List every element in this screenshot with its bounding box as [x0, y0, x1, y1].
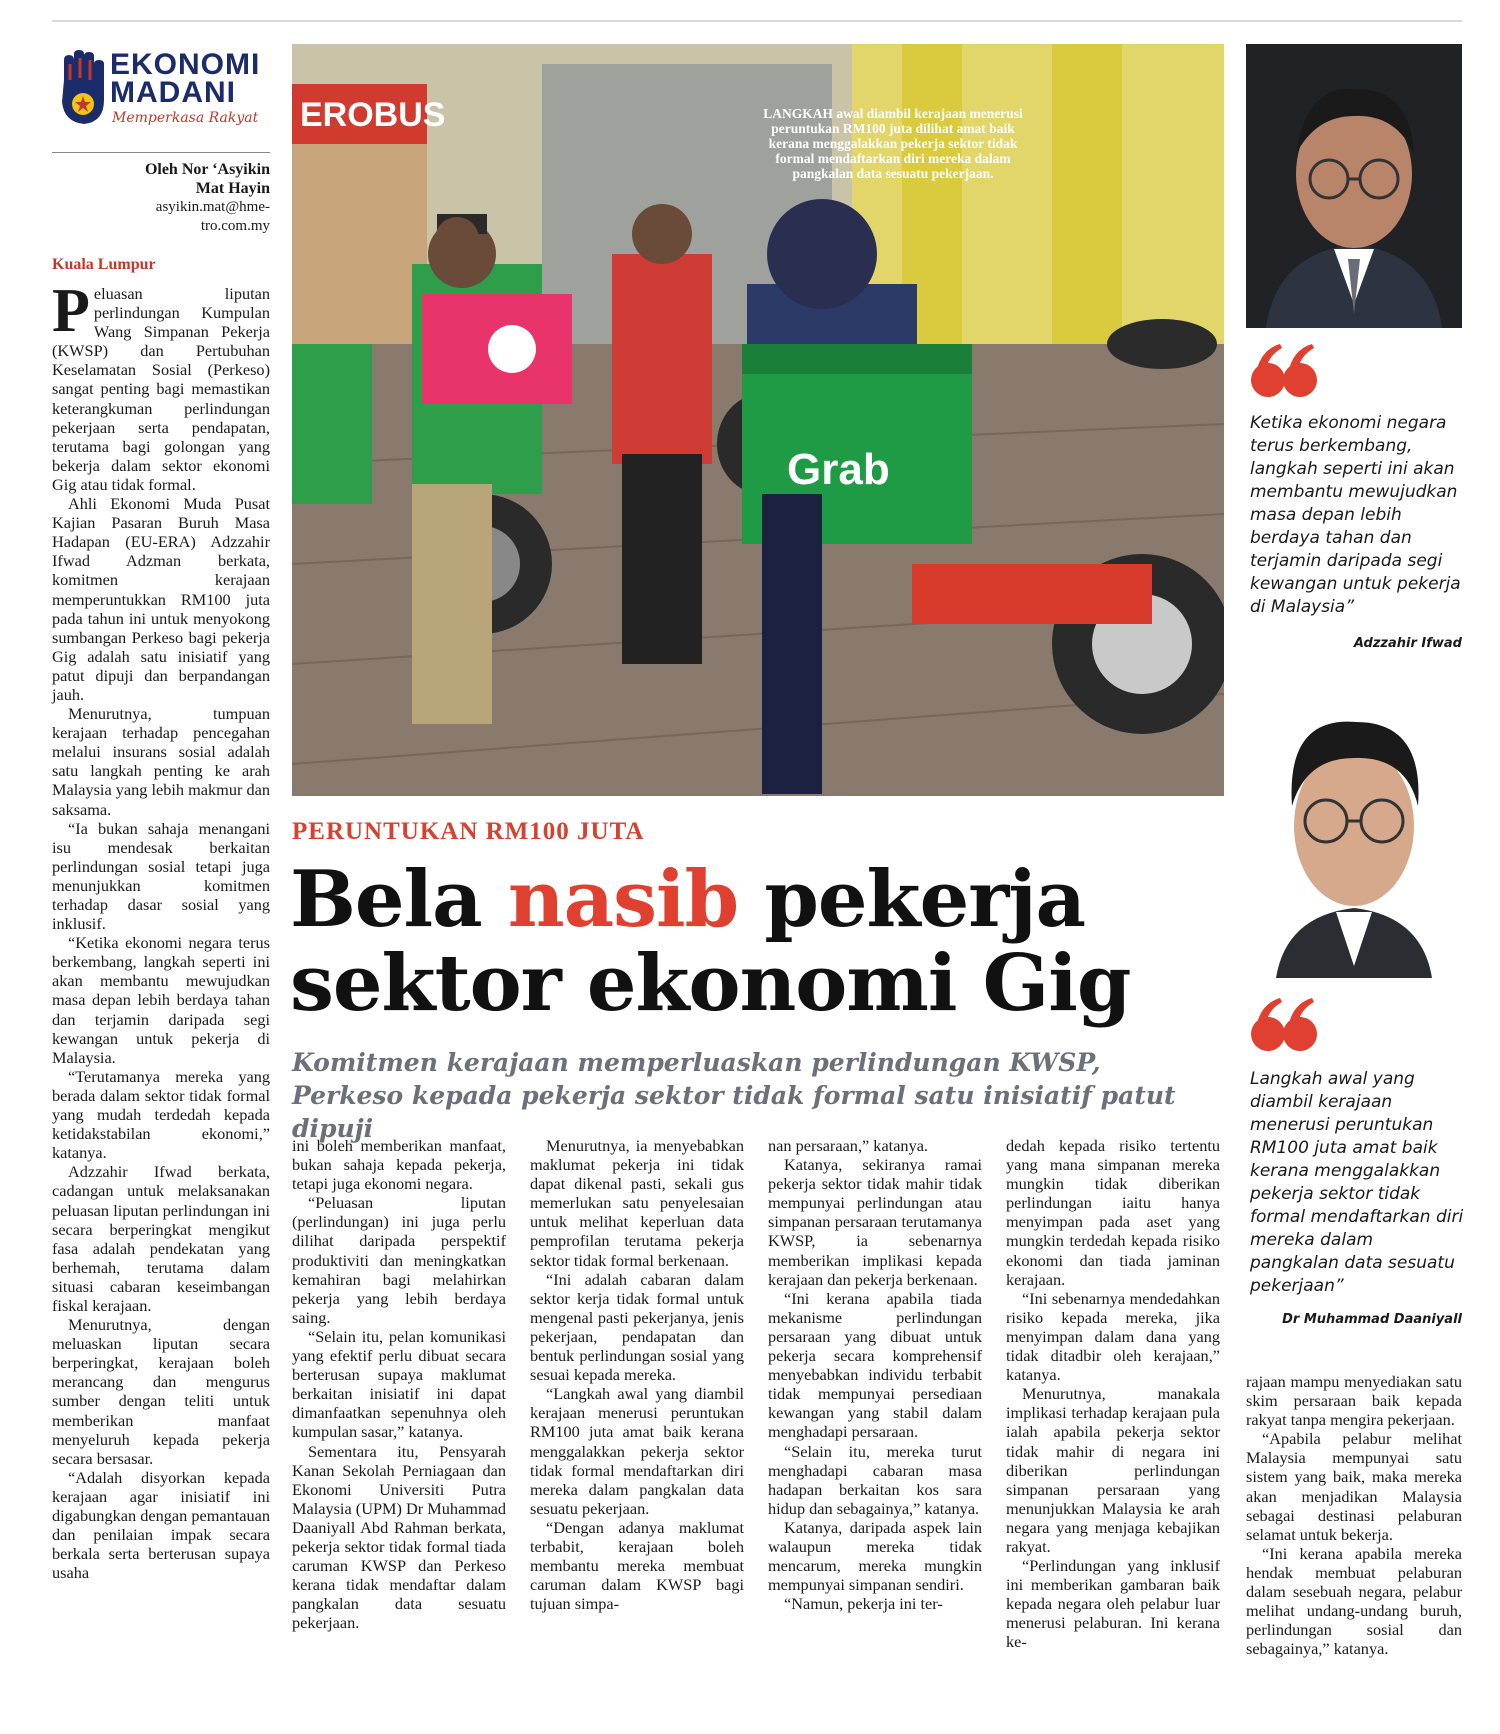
article-paragraph: Sementara itu, Pensyarah Kanan Sekolah Perniagaan dan Ekonomi Universiti Putra Malaysia (UPM) Dr Muhammad Daaniyall Abd Rahman berkata, pekerja sektor tidak formal tiada caruman KWSP dan Perkeso kerana tidak mendaftar dalam pangkalan data sesuatu pekerjaan.: [292, 1441, 506, 1633]
photo-caption: LANGKAH awal diambil kerajaan menerusi peruntukan RM100 juta dilihat amat baik kerana menggalakkan pekerja sektor tidak formal mendaftarkan diri mereka dalam pangkalan data sesuatu pekerjaan.: [763, 106, 1023, 181]
article-paragraph: “Selain itu, mereka turut menghadapi cabaran masa hadapan berkaitan kos sara hidup dan sebagainya,” katanya.: [768, 1441, 982, 1518]
headline-part2: pekerja: [738, 854, 1086, 945]
article-column-4: [768, 1136, 982, 1613]
article-paragraph: “Terutamanya mereka yang berada dalam sektor tidak formal yang mudah terdedah kepada ketidakstabilan ekonomi,” katanya.: [52, 1066, 270, 1163]
article-paragraph: Adzzahir Ifwad berkata, cadangan untuk melaksanakan peluasan liputan perlindungan ini secara berperingkat mengikut fasa adalah pendekatan yang berhemah, terutama dalam situasi cabaran keseimbangan fiskal kerajaan.: [52, 1162, 270, 1315]
author-name-line2: Mat Hayin: [195, 180, 270, 197]
article-paragraph: ini boleh memberikan manfaat, bukan sahaja kepada pekerja, tetapi juga ekonomi negara.: [292, 1136, 506, 1194]
pull-quote-1: Ketika ekonomi negara terus berkembang, langkah seperti ini akan membantu mewujudkan masa depan lebih berdaya tahan dan terjamin daripada segi kewangan untuk pekerja di Malaysia”: [1250, 413, 1461, 617]
erobus-sign: EROBUS: [300, 96, 446, 134]
article-paragraph: rajaan mampu menyediakan satu skim persaraan baik kepada rakyat tanpa mengira pekerjaan.: [1246, 1372, 1462, 1430]
article-column-6: [1246, 1372, 1462, 1658]
article-paragraph: Ahli Ekonomi Muda Pusat Kajian Pasaran Buruh Masa Hadapan (EU-ERA) Adzzahir Ifwad Adzman berkata, komitmen kerajaan memperuntukkan RM100 juta pada tahun ini untuk menyokong sumbangan Perkeso bagi pekerja Gig adalah satu inisiatif yang patut dipuji dan berpandangan jauh.: [52, 494, 270, 704]
article-paragraph: “Ini sebenarnya mendedahkan risiko kepada mereka, jika menyimpan dalam dana yang tidak ditadbir oleh kerajaan,” katanya.: [1006, 1288, 1220, 1385]
article-paragraph: “Ini kerana apabila tiada mekanisme perlindungan persaraan yang dibuat untuk pekerja secara komprehensif menyebabkan individu terbabit tidak mempunyai persediaan kewangan yang stabil dalam menghadapi persaraan.: [768, 1288, 982, 1442]
article-paragraph: Katanya, daripada aspek lain walaupun mereka tidak mencarum, mereka mungkin mempunyai simpanan sendiri.: [768, 1517, 982, 1595]
article-paragraph: “Selain itu, pelan komunikasi yang efektif perlu dibuat secara berterusan supaya maklumat berkaitan inisiatif ini dapat dimanfaatkan sepenuhnya oleh kumpulan sasar,” katanya.: [292, 1326, 506, 1442]
article-paragraph: “Langkah awal yang diambil kerajaan menerusi peruntukan RM100 juta amat baik kerana menggalakkan pekerja sektor tidak formal mendaftarkan diri mereka dalam pangkalan data sesuatu pekerjaan.: [530, 1384, 744, 1518]
logo-tagline: Memperkasa Rakyat: [112, 110, 259, 126]
article-column-5: [1006, 1136, 1220, 1652]
kicker: PERUNTUKAN RM100 JUTA: [292, 818, 645, 845]
portrait-adzzahir: [1246, 44, 1462, 328]
byline: [52, 160, 270, 236]
pull-quote-2-attribution: Dr Muhammad Daaniyall: [1282, 1312, 1462, 1327]
article-paragraph: “Ini kerana apabila mereka hendak membuat pelaburan dalam sesebuah negara, pelabur melihat undang-undang buruh, perlindungan sosial dan sebagainya,” katanya.: [1246, 1543, 1462, 1659]
article-paragraph: dedah kepada risiko tertentu yang mana simpanan mereka mungkin tidak diberikan perlindungan iaitu hanya menyimpan pada aset yang mungkin terdedah kepada risiko ekonomi dan tiada jaminan kerajaan.: [1006, 1136, 1220, 1289]
top-rule: [52, 20, 1462, 22]
article-paragraph: Menurutnya, ia menyebabkan maklumat pekerja ini tidak dapat dikenal pasti, sekali gus memerlukan satu penyelesaian untuk melihat keperluan data pemprofilan terutama pekerja sektor tidak formal berkenaan.: [530, 1136, 744, 1270]
grab-box-label: Grab: [787, 445, 890, 494]
ekonomi-madani-logo: [56, 50, 266, 135]
quote-mark-icon: [1250, 994, 1320, 1056]
quote-mark-icon: [1250, 340, 1320, 402]
author-name-line1: Oleh Nor ‘Asyikin: [144, 161, 270, 178]
logo-line1: EKONOMI: [110, 48, 261, 81]
portrait-daaniyall: [1246, 686, 1462, 978]
author-email-line2: tro.com.my: [200, 218, 270, 234]
headline-part1: Bela: [290, 854, 508, 945]
dateline: Kuala Lumpur: [52, 256, 156, 273]
logo-line2: MADANI: [110, 76, 236, 109]
article-paragraph: “Dengan adanya maklumat terbabit, kerajaan boleh membantu mereka membuat caruman dalam KWSP bagi tujuan simpa-: [530, 1517, 744, 1614]
article-paragraph: “Namun, pekerja ini ter-: [784, 1594, 943, 1614]
article-paragraph: Menurutnya, tumpuan kerajaan terhadap pencegahan melalui insurans sosial adalah satu langkah penting ke arah Malaysia yang lebih makmur dan saksama.: [52, 704, 270, 819]
article-paragraph: Menurutnya, manakala implikasi terhadap kerajaan pula ialah apabila pekerja sektor tidak mahir di negara ini diberikan perlindungan simpanan persaraan yang menunjukkan Malaysia ke arah negara yang menjaga kebajikan rakyat.: [1006, 1384, 1220, 1556]
article-column-1: [52, 277, 270, 1583]
article-paragraph: “Apabila pelabur melihat Malaysia mempunyai satu sistem yang baik, maka mereka akan menjadikan Malaysia sebagai destinasi pelaburan selamat untuk bekerja.: [1246, 1429, 1462, 1544]
article-paragraph: “Adalah disyorkan kepada kerajaan agar inisiatif ini digabungkan dengan pemantauan dan penilaian impak secara berkala serta berterusan supaya usaha: [52, 1467, 270, 1583]
article-paragraph: “Ia bukan sahaja menangani isu mendesak berkaitan perlindungan sosial tetapi juga menunjukkan komitmen terhadap dasar sosial yang inklusif.: [52, 818, 270, 934]
standfirst: Komitmen kerajaan memperluaskan perlindungan KWSP, Perkeso kepada pekerja sektor tidak formal satu inisiatif patut dipuji: [292, 1048, 1176, 1143]
article-paragraph: “Peluasan liputan (perlindungan) ini juga perlu dilihat daripada perspektif produktiviti dan meningkatkan kemahiran bagi melahirkan pekerja yang lebih berdaya saing.: [292, 1193, 506, 1327]
article-paragraph: nan persaraan,” katanya.: [768, 1136, 929, 1155]
lead-photo: [292, 44, 1224, 796]
article-paragraph: “Ini adalah cabaran dalam sektor kerja tidak formal untuk mengenal pasti pekerjanya, jenis pekerjaan, pendapatan dan bentuk perlindungan sosial yang sesuai kepada mereka.: [530, 1269, 744, 1385]
article-paragraph: “Perlindungan yang inklusif ini memberikan gambaran baik kepada negara oleh pelabur luar menerusi pelaburan. Ini kerana ke-: [1006, 1556, 1220, 1652]
article-paragraph: Katanya, sekiranya ramai pekerja sektor tidak mahir tidak mempunyai perlindungan atau simpanan persaraan terutamanya KWSP, ia sebenarnya memberikan implikasi kepada kerajaan dan pekerja berkenaan.: [768, 1155, 982, 1289]
article-paragraph: Menurutnya, dengan meluaskan liputan secara berperingkat, kerajaan boleh merancang dan mengurus sumber dengan teliti untuk memberikan manfaat menyeluruh kepada pekerja secara bersasar.: [52, 1315, 270, 1468]
pull-quote-2: Langkah awal yang diambil kerajaan menerusi peruntukan RM100 juta amat baik kerana menggalakkan pekerja sektor tidak formal mendaftarkan diri mereka dalam pangkalan data sesuatu pekerjaan”: [1250, 1069, 1464, 1296]
article-paragraph: “Ketika ekonomi negara terus berkembang, langkah seperti ini akan membantu mewujudkan masa depan lebih berdaya tahan dan terjamin daripada segi kewangan untuk pekerja di Malaysia.: [52, 933, 270, 1067]
author-email-line1: asyikin.mat@hme-: [155, 199, 270, 215]
headline-line2: sektor ekonomi Gig: [290, 938, 1131, 1029]
article-column-2: [292, 1136, 506, 1632]
byline-rule: [52, 152, 270, 153]
pull-quote-1-attribution: Adzzahir Ifwad: [1353, 636, 1462, 651]
article-column-3: [530, 1136, 744, 1613]
headline: [290, 854, 1230, 1029]
article-paragraph: Peluasan liputan perlindungan Kumpulan Wang Simpanan Pekerja (KWSP) dan Pertubuhan Keselamatan Sosial (Perkeso) sangat penting bagi memastikan keterangkuman perlindungan pekerjaan serta pendapatan, terutama bagi golongan yang bekerja dalam sektor ekonomi Gig atau tidak formal.: [52, 277, 270, 494]
headline-highlight: nasib: [507, 854, 739, 945]
madani-hand-icon: [56, 50, 108, 130]
drop-cap: P: [52, 277, 90, 345]
